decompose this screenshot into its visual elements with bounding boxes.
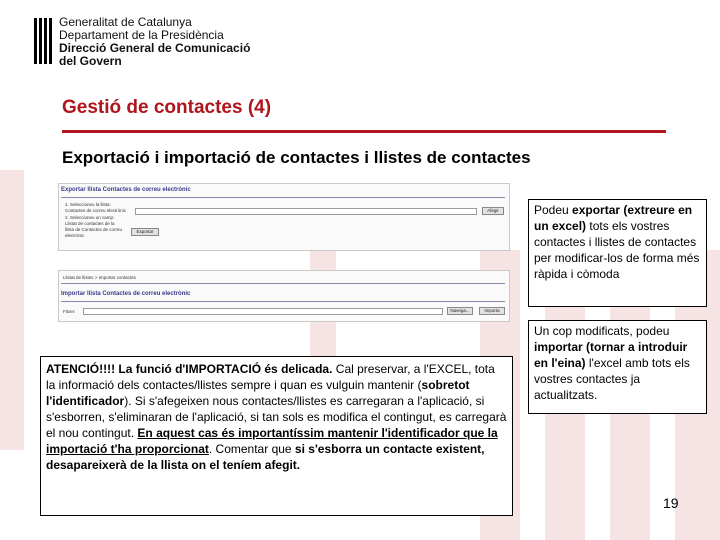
- export-row-5: llista de Contactes de correu: [65, 227, 123, 232]
- import-note: [528, 320, 707, 414]
- export-note-text-2: tots els vostres contactes i llistes de contactes per modificar-los de forma més ràpida i còmoda: [534, 219, 700, 281]
- import-note-emphasis: importar (tornar a introduir en l'eina): [534, 340, 688, 370]
- org-line-1: Generalitat de Catalunya: [59, 15, 192, 29]
- list-field[interactable]: [135, 208, 477, 215]
- import-breadcrumb: Llistat de llistes > Importar contactes: [63, 275, 136, 280]
- watermark: [0, 170, 24, 450]
- page-number: 19: [663, 495, 679, 511]
- org-line-2: Departament de la Presidència: [59, 28, 224, 42]
- org-line-3: Direcció General de Comunicació: [59, 41, 251, 55]
- export-row-1: 1. Seleccioneu la llista:: [65, 202, 111, 207]
- add-button[interactable]: Afegir: [482, 207, 504, 215]
- import-screenshot-heading: Importar llista Contactes de correu electrònic: [61, 291, 191, 297]
- import-button[interactable]: Importa: [479, 307, 505, 315]
- export-screenshot: [58, 183, 510, 251]
- browse-button[interactable]: Navega...: [447, 307, 473, 315]
- file-field[interactable]: [83, 308, 443, 315]
- export-row-6: electrònic: [65, 233, 85, 238]
- import-screenshot: [58, 270, 510, 322]
- warning-emphasis-3: si s'esborra un contacte existent, desapareixerà de la llista on el teníem afegit.: [46, 442, 485, 472]
- slide-subtitle: Exportació i importació de contactes i llistes de contactes: [62, 148, 531, 167]
- export-note-text-1: Podeu: [534, 203, 573, 217]
- generalitat-logo: [34, 18, 54, 64]
- export-note-emphasis: exportar (extreure en un excel): [534, 203, 693, 233]
- warning-heading: ATENCIÓ!!!! La funció d'IMPORTACIÓ és delicada.: [46, 362, 333, 376]
- warning-emphasis-2: En aquest cas és importantíssim mantenir l'identificador que la importació t'ha proporcionat: [46, 426, 498, 456]
- export-row-4: Llistat de contactes de la: [65, 221, 115, 226]
- divider: [61, 197, 505, 198]
- warning-text-1: Cal preservar, a l'EXCEL, tota la informació dels contactes/llistes sempre i quan es vulguin mantenir (: [46, 362, 495, 392]
- import-note-text-1: Un cop modificats, podeu: [534, 324, 670, 338]
- warning-text-3: . Comentar que: [208, 442, 295, 456]
- slide-title: Gestió de contactes (4): [62, 97, 272, 118]
- title-rule: [62, 130, 666, 133]
- warning-emphasis-1: sobretot l'identificador: [46, 378, 470, 408]
- file-label: Fitxer:: [63, 309, 76, 314]
- organization-name: [59, 16, 250, 68]
- import-note-text-2: l'excel amb tots els vostres contactes ja actualitzats.: [534, 356, 690, 402]
- export-row-2: Contactes de correu electrònic: [65, 208, 127, 213]
- org-line-4: del Govern: [59, 54, 122, 68]
- export-screenshot-heading: Exportar llista Contactes de correu electrònic: [61, 187, 191, 193]
- warning-text-2: ). Si s'afegeixen nous contactes/llistes es carregaran a l'aplicació, si s'esborren, s'eliminaran de l'aplicació, si tan sols es modifica el contingut, es carregarà el nou contingut.: [46, 394, 507, 440]
- warning-box: [40, 356, 513, 516]
- divider: [61, 301, 505, 302]
- export-note: [528, 199, 707, 307]
- export-button[interactable]: Exportar: [131, 228, 159, 236]
- divider: [61, 283, 505, 284]
- export-row-3: 2. Seleccioneu un camp:: [65, 215, 115, 220]
